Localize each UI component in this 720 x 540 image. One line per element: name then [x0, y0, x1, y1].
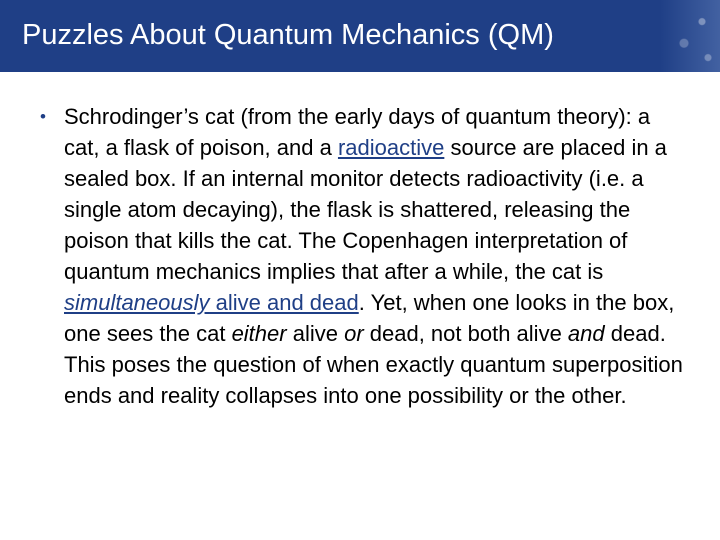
link-italic-part: simultaneously	[64, 290, 210, 315]
title-bar	[0, 0, 720, 72]
text-segment: dead. This poses the question of when exactly quantum superposition ends and reality collapses into one possibility or the other.	[64, 321, 683, 408]
emphasis-and: and	[567, 321, 605, 346]
link-rest-part: alive and dead	[209, 290, 359, 315]
text-segment: dead, not both alive	[363, 321, 568, 346]
emphasis-or: or	[344, 321, 364, 346]
bullet-marker: •	[40, 107, 46, 126]
text-segment: Schrodinger’s cat (from the early days of quantum theory): a cat, a flask of poison, and a	[64, 104, 651, 160]
title-decoration	[660, 0, 720, 72]
text-segment: . Yet, when one looks in the box, one sees the cat	[64, 290, 675, 346]
slide-title: Puzzles About Quantum Mechanics (QM)	[22, 19, 554, 51]
text-segment: alive	[286, 321, 345, 346]
alive-and-dead-link[interactable]	[64, 290, 359, 315]
radioactive-link[interactable]: radioactive	[337, 135, 445, 160]
bullet-paragraph	[64, 101, 690, 411]
bullet-list	[40, 101, 690, 411]
emphasis-either: either	[231, 321, 287, 346]
text-segment: source are placed in a sealed box. If an internal monitor detects radioactivity (i.e. a single atom decaying), the flask is shattered, releasing the poison that kills the cat. The Copenhagen interpretation of quantum mechanics implies that after a while, the cat is	[64, 135, 667, 284]
